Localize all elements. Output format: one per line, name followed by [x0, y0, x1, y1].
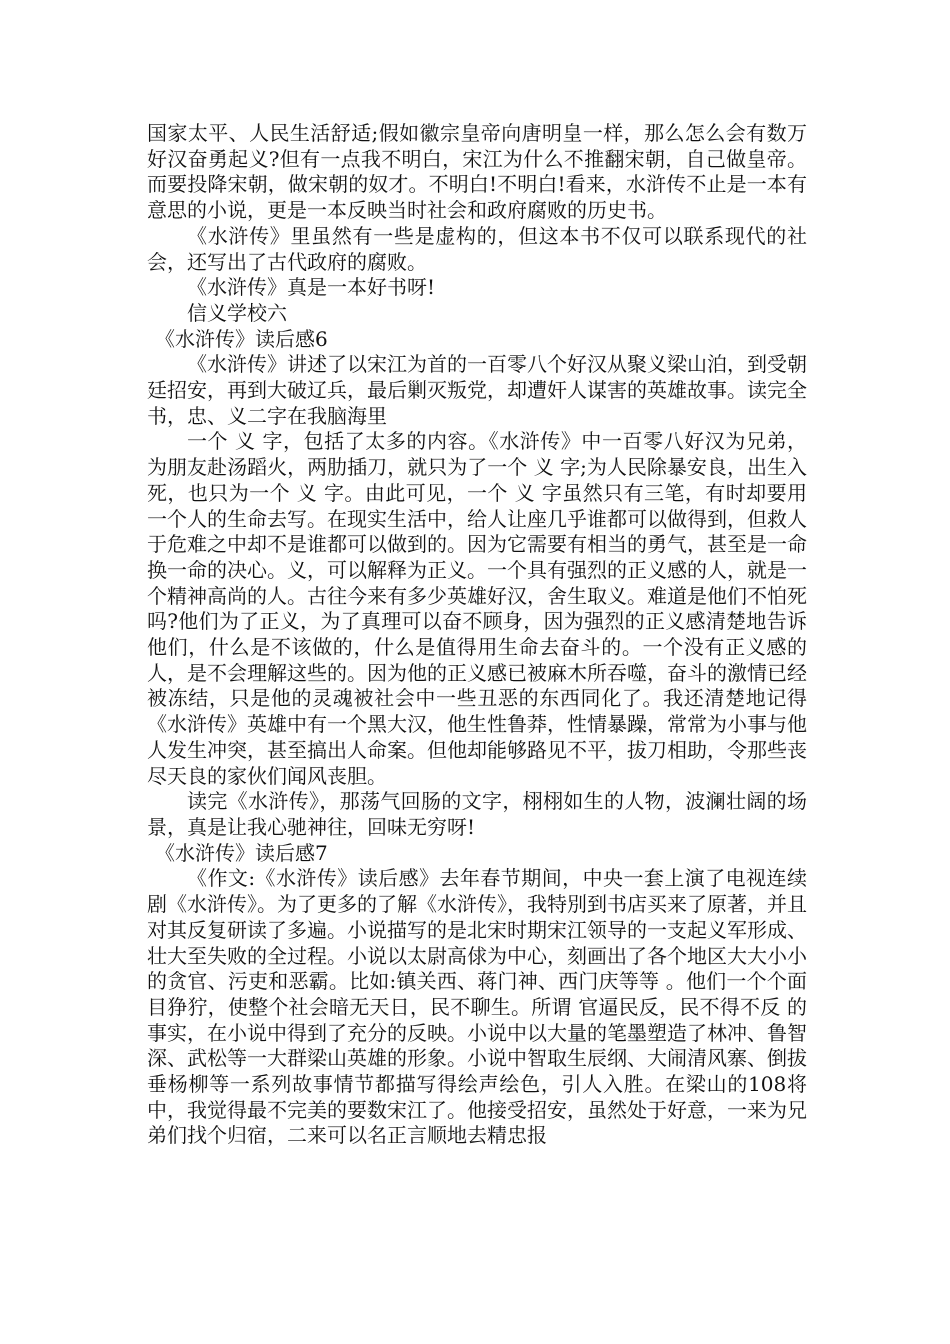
paragraph: 一个 义 字，包括了太多的内容。《水浒传》中一百零八好汉为兄弟，为朋友赴汤蹈火，两肋插刀，就只为了一个 义 字;为人民除暴安良，出生入死，也只为一个 义 字。由此可见，一个 义 字虽然只有三笔，有时却要用一个人的生命去写。在现实生活中，给人让座几乎谁都可以做得到，但救人于危难之中却不是谁都可以做到的。因为它需要有相当的勇气，甚至是一命换一命的决心。义，可以解释为正义。一个具有强烈的正义感的人，就是一个精神高尚的人。古往今来有多少英雄好汉，舍生取义。难道是他们不怕死吗?他们为了正义，为了真理可以奋不顾身，因为强烈的正义感清楚地告诉他们，什么是不该做的，什么是值得用生命去奋斗的。一个没有正义感的人，是不会理解这些的。因为他的正义感已被麻木所吞噬，奋斗的激情已经被冻结，只是他的灵魂被社会中一些丑恶的东西同化了。我还清楚地记得《水浒传》英雄中有一个黑大汉，他生性鲁莽，性情暴躁，常常为小事与他人发生冲突，甚至搞出人命案。但他却能够路见不平，拔刀相助，令那些丧尽天良的家伙们闻风丧胆。 [147, 429, 807, 788]
paragraph: 《水浒传》真是一本好书呀! [187, 275, 436, 300]
document-page [147, 121, 807, 1149]
paragraph: 《水浒传》里虽然有一些是虚构的，但这本书不仅可以联系现代的社会，还写出了古代政府的腐败。 [147, 223, 807, 274]
signature-line: 信义学校六 [187, 300, 287, 325]
paragraph: 《水浒传》讲述了以宋江为首的一百零八个好汉从聚义梁山泊，到受朝廷招安，再到大破辽兵，最后剿灭叛党，却遭奸人谋害的英雄故事。读完全书，忠、义二字在我脑海里 [147, 352, 807, 428]
section-heading: 《水浒传》读后感6 [155, 326, 328, 351]
section-heading: 《水浒传》读后感7 [155, 840, 328, 865]
paragraph: 《作文:《水浒传》读后感》去年春节期间，中央一套上演了电视连续剧《水浒传》。为了更多的了解《水浒传》，我特別到书店买来了原著，并且对其反复研读了多遍。小说描写的是北宋时期宋江领导的一支起义军形成、壮大至失败的全过程。小说以太尉高俅为中心，刻画出了各个地区大大小小的贪官、污吏和恶霸。比如:镇关西、蒋门神、西门庆等等 。他们一个个面目狰狞，使整个社会暗无天日，民不聊生。所谓 官逼民反，民不得不反 的事实，在小说中得到了充分的反映。小说中以大量的笔墨塑造了林冲、鲁智深、武松等一大群梁山英雄的形象。小说中智取生辰纲、大闹清风寨、倒拔垂杨柳等一系列故事情节都描写得绘声绘色，引人入胜。在梁山的108将中，我觉得最不完美的要数宋江了。他接受招安，虽然处于好意，一来为兄弟们找个归宿，二来可以名正言顺地去精忠报 [147, 866, 807, 1148]
paragraph: 国家太平、人民生活舒适;假如徽宗皇帝向唐明皇一样，那么怎么会有数万好汉奋勇起义?但有一点我不明白，宋江为什么不推翻宋朝，自己做皇帝。而要投降宋朝，做宋朝的奴才。不明白!不明白!看来，水浒传不止是一本有意思的小说，更是一本反映当时社会和政府腐败的历史书。 [147, 121, 807, 223]
paragraph: 读完《水浒传》，那荡气回肠的文字，栩栩如生的人物，波澜壮阔的场景，真是让我心驰神往，回味无穷呀! [147, 789, 807, 839]
